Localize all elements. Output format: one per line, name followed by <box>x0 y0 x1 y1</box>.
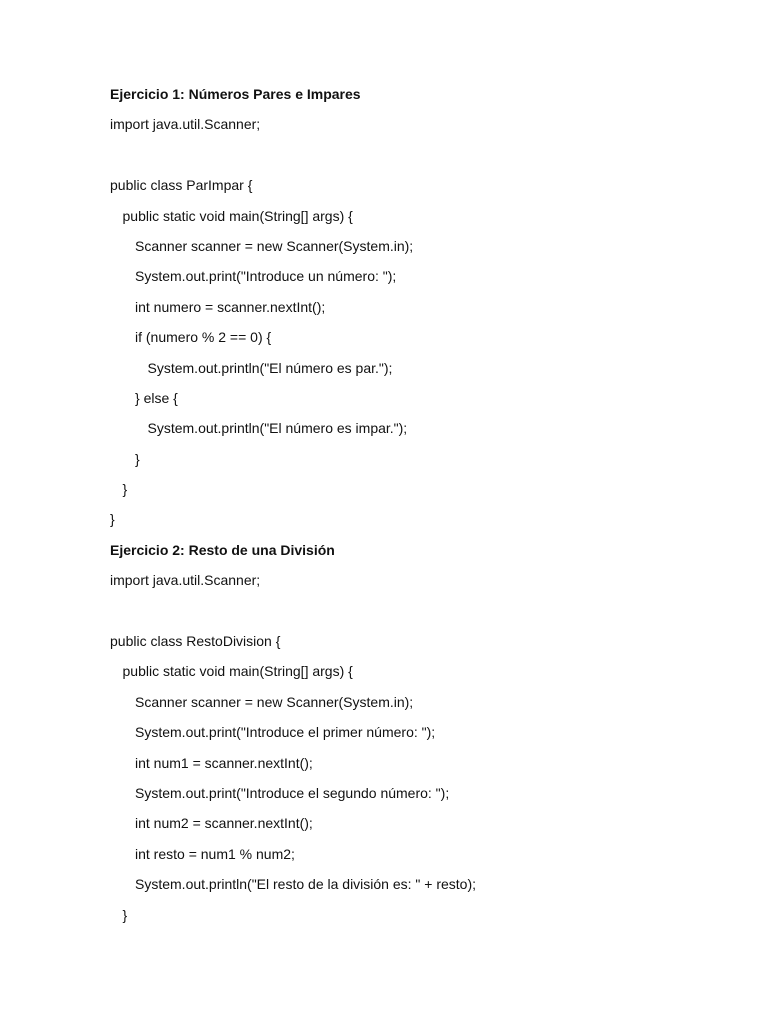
code-line: } <box>122 906 128 923</box>
exercise-2-heading: Ejercicio 2: Resto de una División <box>110 541 335 558</box>
code-line: public class RestoDivision { <box>110 633 281 650</box>
code-line: System.out.print("Introduce el segundo número: "); <box>135 784 450 801</box>
code-line: Scanner scanner = new Scanner(System.in); <box>135 693 414 710</box>
code-line: } else { <box>135 389 178 406</box>
code-line: if (numero % 2 == 0) { <box>135 329 272 346</box>
code-line: } <box>110 511 115 528</box>
code-line: int numero = scanner.nextInt(); <box>135 298 326 315</box>
code-line: Scanner scanner = new Scanner(System.in); <box>135 237 414 254</box>
blank-line <box>110 145 730 175</box>
code-line: public class ParImpar { <box>110 177 253 194</box>
code-line: System.out.print("Introduce un número: "); <box>135 268 397 285</box>
blank-line <box>110 601 730 631</box>
code-line: public static void main(String[] args) { <box>122 207 353 224</box>
code-line: } <box>135 450 140 467</box>
code-line: System.out.print("Introduce el primer número: "); <box>135 724 436 741</box>
code-line: System.out.println("El número es impar."); <box>147 420 408 437</box>
document-content <box>110 84 730 935</box>
code-line: public static void main(String[] args) { <box>122 663 353 680</box>
exercise-2-import: import java.util.Scanner; <box>110 572 261 589</box>
code-line: System.out.println("El resto de la división es: " + resto); <box>135 876 477 893</box>
code-line: int resto = num1 % num2; <box>135 845 295 862</box>
code-line: } <box>122 481 128 498</box>
code-line: int num2 = scanner.nextInt(); <box>135 815 313 832</box>
code-line: int num1 = scanner.nextInt(); <box>135 754 313 771</box>
exercise-1-import: import java.util.Scanner; <box>110 116 261 133</box>
exercise-1-heading: Ejercicio 1: Números Pares e Impares <box>110 86 361 102</box>
code-line: System.out.println("El número es par."); <box>147 359 393 376</box>
